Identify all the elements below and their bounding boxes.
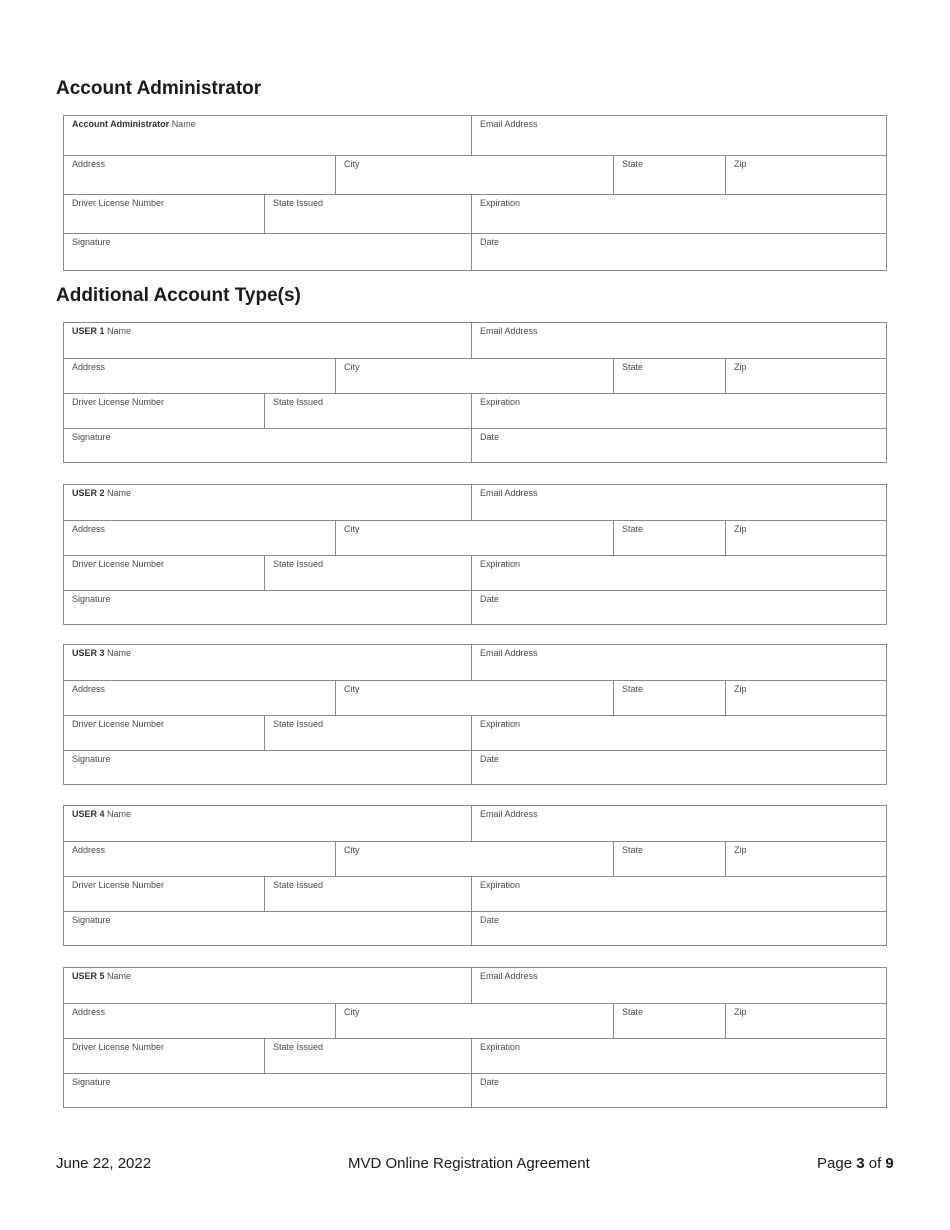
name-field[interactable]: [64, 968, 471, 1003]
footer-date: June 22, 2022: [56, 1155, 152, 1172]
name-field-prefix: USER 1: [72, 326, 105, 336]
user-1-form: [63, 322, 887, 463]
name-field[interactable]: [64, 485, 471, 520]
date-field-label: Date: [480, 1077, 500, 1087]
date-field[interactable]: [471, 591, 886, 624]
expiration-field[interactable]: [471, 716, 886, 750]
state-field[interactable]: [613, 521, 725, 555]
email-field-label: Email Address: [480, 488, 538, 498]
form-row-license: [64, 876, 886, 911]
email-field-label: Email Address: [480, 119, 538, 129]
state-field[interactable]: [613, 359, 725, 393]
city-field-label: City: [344, 845, 360, 855]
signature-field-label: Signature: [72, 237, 111, 247]
admin-heading: Account Administrator: [56, 78, 262, 99]
form-row-license: [64, 393, 886, 428]
form-row-signature: [64, 1073, 886, 1107]
footer-page-label: Page: [817, 1155, 853, 1172]
city-field[interactable]: [335, 1004, 613, 1038]
zip-field[interactable]: [725, 681, 886, 715]
email-field[interactable]: [471, 485, 886, 520]
address-field[interactable]: [64, 842, 335, 876]
signature-field-label: Signature: [72, 594, 111, 604]
address-field-label: Address: [72, 845, 106, 855]
city-field[interactable]: [335, 681, 613, 715]
user-4-form: [63, 805, 887, 946]
name-field-label: Name: [107, 809, 132, 819]
name-field-prefix: USER 3: [72, 648, 105, 658]
form-row-name: [64, 645, 886, 680]
user-3-form: [63, 644, 887, 785]
zip-field[interactable]: [725, 156, 886, 194]
expiration-field[interactable]: [471, 1039, 886, 1073]
license-field[interactable]: [64, 394, 264, 428]
footer-page-current: 3: [856, 1155, 865, 1172]
city-field[interactable]: [335, 842, 613, 876]
footer-page-total: 9: [885, 1155, 894, 1172]
address-field-label: Address: [72, 684, 106, 694]
form-row-license: [64, 715, 886, 750]
name-field[interactable]: [64, 645, 471, 680]
zip-field-label: Zip: [734, 684, 747, 694]
address-field-label: Address: [72, 362, 106, 372]
state-issued-field[interactable]: [264, 877, 471, 911]
footer-title: MVD Online Registration Agreement: [348, 1155, 590, 1172]
name-field-label: Name: [107, 648, 132, 658]
state-field-label: State: [622, 362, 644, 372]
signature-field-label: Signature: [72, 915, 111, 925]
license-field[interactable]: [64, 556, 264, 590]
footer-page-number: [817, 1155, 894, 1172]
user-5-form: [63, 967, 887, 1108]
date-field-label: Date: [480, 432, 500, 442]
form-row-license: [64, 194, 886, 233]
state-field[interactable]: [613, 842, 725, 876]
form-row-signature: [64, 911, 886, 945]
form-row-license: [64, 555, 886, 590]
email-field[interactable]: [471, 116, 886, 155]
form-row-signature: [64, 233, 886, 270]
expiration-field-label: Expiration: [480, 719, 521, 729]
email-field-label: Email Address: [480, 971, 538, 981]
name-field-label: Name: [107, 326, 132, 336]
state-field-label: State: [622, 1007, 644, 1017]
state-issued-field-label: State Issued: [273, 719, 324, 729]
name-field-label: Name: [171, 119, 196, 129]
address-field[interactable]: [64, 521, 335, 555]
state-issued-field[interactable]: [264, 556, 471, 590]
license-field[interactable]: [64, 877, 264, 911]
form-row-license: [64, 1038, 886, 1073]
zip-field[interactable]: [725, 359, 886, 393]
user-2-form: [63, 484, 887, 625]
city-field-label: City: [344, 362, 360, 372]
address-field[interactable]: [64, 681, 335, 715]
name-field-prefix: USER 4: [72, 809, 105, 819]
name-field[interactable]: [64, 806, 471, 841]
state-field-label: State: [622, 524, 644, 534]
form-row-address: [64, 680, 886, 715]
signature-field[interactable]: [64, 429, 471, 462]
state-field[interactable]: [613, 1004, 725, 1038]
license-field-label: Driver License Number: [72, 719, 165, 729]
state-field[interactable]: [613, 681, 725, 715]
state-issued-field-label: State Issued: [273, 559, 324, 569]
license-field[interactable]: [64, 195, 264, 233]
form-row-signature: [64, 750, 886, 784]
state-field[interactable]: [613, 156, 725, 194]
state-field-label: State: [622, 684, 644, 694]
date-field[interactable]: [471, 912, 886, 945]
expiration-field[interactable]: [471, 394, 886, 428]
address-field[interactable]: [64, 156, 335, 194]
date-field-label: Date: [480, 754, 500, 764]
admin-form: [63, 115, 887, 271]
signature-field[interactable]: [64, 1074, 471, 1107]
form-row-name: [64, 968, 886, 1003]
signature-field[interactable]: [64, 234, 471, 270]
form-row-address: [64, 358, 886, 393]
name-field[interactable]: [64, 323, 471, 358]
signature-field[interactable]: [64, 912, 471, 945]
form-row-address: [64, 1003, 886, 1038]
expiration-field-label: Expiration: [480, 1042, 521, 1052]
expiration-field-label: Expiration: [480, 880, 521, 890]
state-issued-field-label: State Issued: [273, 397, 324, 407]
form-row-name: [64, 323, 886, 358]
license-field[interactable]: [64, 1039, 264, 1073]
state-field-label: State: [622, 845, 644, 855]
form-row-signature: [64, 428, 886, 462]
address-field-label: Address: [72, 1007, 106, 1017]
address-field-label: Address: [72, 524, 106, 534]
name-field-prefix: USER 5: [72, 971, 105, 981]
city-field[interactable]: [335, 359, 613, 393]
name-field-label: Name: [107, 971, 132, 981]
license-field-label: Driver License Number: [72, 1042, 165, 1052]
name-field-prefix: USER 2: [72, 488, 105, 498]
zip-field-label: Zip: [734, 362, 747, 372]
license-field-label: Driver License Number: [72, 880, 165, 890]
name-field[interactable]: [64, 116, 471, 155]
zip-field-label: Zip: [734, 524, 747, 534]
email-field[interactable]: [471, 323, 886, 358]
state-issued-field-label: State Issued: [273, 880, 324, 890]
city-field-label: City: [344, 1007, 360, 1017]
signature-field-label: Signature: [72, 754, 111, 764]
name-field-prefix: Account Administrator: [72, 119, 170, 129]
zip-field-label: Zip: [734, 1007, 747, 1017]
form-row-name: [64, 116, 886, 155]
address-field-label: Address: [72, 159, 106, 169]
zip-field-label: Zip: [734, 845, 747, 855]
state-issued-field-label: State Issued: [273, 198, 324, 208]
state-issued-field-label: State Issued: [273, 1042, 324, 1052]
date-field[interactable]: [471, 429, 886, 462]
zip-field[interactable]: [725, 1004, 886, 1038]
address-field[interactable]: [64, 1004, 335, 1038]
date-field[interactable]: [471, 1074, 886, 1107]
zip-field[interactable]: [725, 842, 886, 876]
date-field[interactable]: [471, 234, 886, 270]
signature-field[interactable]: [64, 751, 471, 784]
email-field-label: Email Address: [480, 809, 538, 819]
expiration-field-label: Expiration: [480, 198, 521, 208]
expiration-field[interactable]: [471, 877, 886, 911]
footer-page-of: of: [868, 1155, 882, 1172]
date-field-label: Date: [480, 237, 500, 247]
expiration-field-label: Expiration: [480, 559, 521, 569]
state-field-label: State: [622, 159, 644, 169]
signature-field-label: Signature: [72, 1077, 111, 1087]
state-issued-field[interactable]: [264, 394, 471, 428]
form-row-name: [64, 485, 886, 520]
date-field-label: Date: [480, 594, 500, 604]
form-row-address: [64, 520, 886, 555]
state-issued-field[interactable]: [264, 716, 471, 750]
city-field-label: City: [344, 684, 360, 694]
form-row-signature: [64, 590, 886, 624]
state-issued-field[interactable]: [264, 1039, 471, 1073]
license-field-label: Driver License Number: [72, 559, 165, 569]
form-row-address: [64, 155, 886, 194]
signature-field-label: Signature: [72, 432, 111, 442]
email-field[interactable]: [471, 968, 886, 1003]
date-field[interactable]: [471, 751, 886, 784]
zip-field[interactable]: [725, 521, 886, 555]
date-field-label: Date: [480, 915, 500, 925]
additional-heading: Additional Account Type(s): [56, 285, 301, 306]
signature-field[interactable]: [64, 591, 471, 624]
city-field-label: City: [344, 159, 360, 169]
email-field-label: Email Address: [480, 648, 538, 658]
expiration-field[interactable]: [471, 556, 886, 590]
address-field[interactable]: [64, 359, 335, 393]
license-field[interactable]: [64, 716, 264, 750]
email-field[interactable]: [471, 806, 886, 841]
zip-field-label: Zip: [734, 159, 747, 169]
expiration-field-label: Expiration: [480, 397, 521, 407]
license-field-label: Driver License Number: [72, 198, 165, 208]
name-field-label: Name: [107, 488, 132, 498]
form-row-name: [64, 806, 886, 841]
city-field[interactable]: [335, 156, 613, 194]
email-field[interactable]: [471, 645, 886, 680]
city-field-label: City: [344, 524, 360, 534]
license-field-label: Driver License Number: [72, 397, 165, 407]
form-row-address: [64, 841, 886, 876]
expiration-field[interactable]: [471, 195, 886, 233]
state-issued-field[interactable]: [264, 195, 471, 233]
email-field-label: Email Address: [480, 326, 538, 336]
city-field[interactable]: [335, 521, 613, 555]
